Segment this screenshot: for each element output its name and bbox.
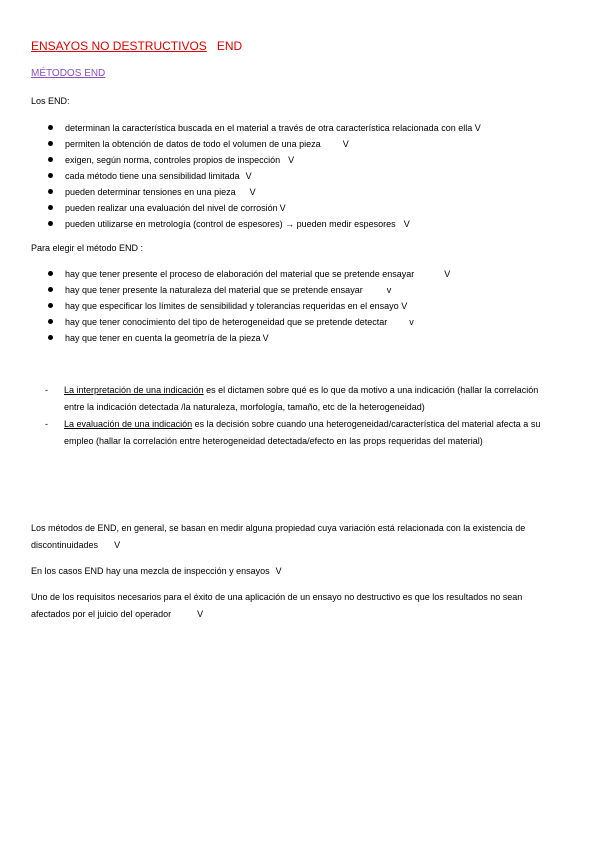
check-mark: V xyxy=(401,301,408,311)
list-item xyxy=(0,266,450,282)
bullet-icon xyxy=(48,173,53,178)
check-mark: V xyxy=(275,566,282,576)
check-mark: V xyxy=(249,187,256,197)
check-mark: V xyxy=(288,155,295,165)
check-mark: V xyxy=(474,123,481,133)
paragraph-text: En los casos END hay una mezcla de inspección y ensayos xyxy=(31,566,270,576)
list-item-text: determinan la característica buscada en el material a través de otra característica relacionada con ella xyxy=(65,123,473,133)
method-selection-list xyxy=(0,266,450,346)
definition-term: La evaluación de una indicación xyxy=(64,419,193,429)
bullet-icon xyxy=(48,221,53,226)
list-item-text: permiten la obtención de datos de todo el volumen de una pieza xyxy=(65,139,321,149)
intro-end: Los END: xyxy=(31,96,70,106)
paragraph-mix xyxy=(31,566,282,576)
check-mark: V xyxy=(444,269,451,279)
list-item xyxy=(0,168,481,184)
list-item-text: exigen, según norma, controles propios de inspección xyxy=(65,155,281,165)
title-suffix: END xyxy=(216,39,243,53)
check-mark: V xyxy=(245,171,252,181)
list-item-text: cada método tiene una sensibilidad limitada xyxy=(65,171,240,181)
list-item xyxy=(0,200,481,216)
list-item xyxy=(0,120,481,136)
list-item-text: hay que especificar los límites de sensibilidad y tolerancias requeridas en el ensayo xyxy=(65,301,399,311)
list-item-text: hay que tener en cuenta la geometría de la pieza xyxy=(65,333,261,343)
title-main: ENSAYOS NO DESTRUCTIVOS xyxy=(31,39,207,53)
paragraph-text: Los métodos de END, en general, se basan en medir alguna propiedad cuya variación está relacionada con la existencia de discontinuidades xyxy=(31,523,526,550)
paragraph-requirements xyxy=(31,589,561,623)
bullet-icon xyxy=(48,205,53,210)
definition-text: es la decisión sobre cuando una heterogeneidad/característica del material afecta a su empleo (hallar la correlación entre heterogeneidad detectada/efecto en las props requeridas del material) xyxy=(64,419,541,446)
paragraph-text: Uno de los requisitos necesarios para el éxito de una aplicación de un ensayo no destructivo es que los resultados no sean afectados por el juicio del operador xyxy=(31,592,523,619)
bullet-icon xyxy=(48,157,53,162)
check-mark: v xyxy=(409,317,414,327)
list-item xyxy=(0,282,450,298)
list-item xyxy=(0,298,450,314)
bullet-icon xyxy=(48,189,53,194)
bullet-icon xyxy=(48,271,53,276)
check-mark: V xyxy=(279,203,286,213)
list-item xyxy=(0,152,481,168)
check-mark: V xyxy=(262,333,269,343)
bullet-icon xyxy=(48,125,53,130)
list-item-text: pueden determinar tensiones en una pieza xyxy=(65,187,236,197)
check-mark: V xyxy=(197,609,204,619)
list-item xyxy=(0,136,481,152)
dash-marker: - xyxy=(45,385,48,395)
document-title xyxy=(31,39,242,53)
definition-item xyxy=(0,382,550,416)
list-item-text: hay que tener conocimiento del tipo de heterogeneidad que se pretende detectar xyxy=(65,317,388,327)
list-item-text: pueden utilizarse en metrología (control de espesores) → pueden medir espesores xyxy=(65,219,396,229)
section-heading: MÉTODOS END xyxy=(31,68,106,79)
list-item-text: pueden realizar una evaluación del nivel de corrosión xyxy=(65,203,278,213)
list-item xyxy=(0,184,481,200)
check-mark: V xyxy=(114,540,121,550)
list-item xyxy=(0,330,450,346)
check-mark: V xyxy=(403,219,410,229)
bullet-icon xyxy=(48,141,53,146)
end-properties-list xyxy=(0,120,481,232)
definition-term: La interpretación de una indicación xyxy=(64,385,204,395)
intro-choose-method: Para elegir el método END : xyxy=(31,243,144,253)
list-item-text: hay que tener presente la naturaleza del material que se pretende ensayar xyxy=(65,285,363,295)
list-item xyxy=(0,314,450,330)
definition-text: es el dictamen sobre qué es lo que da motivo a una indicación (hallar la correlación entre la indicación detectada /la naturaleza, morfología, tamaño, etc de la heterogeneidad) xyxy=(64,385,539,412)
bullet-icon xyxy=(48,335,53,340)
check-mark: V xyxy=(342,139,349,149)
bullet-icon xyxy=(48,303,53,308)
list-item-text: hay que tener presente el proceso de elaboración del material que se pretende ensayar xyxy=(65,269,415,279)
bullet-icon xyxy=(48,287,53,292)
definition-item xyxy=(0,416,550,450)
list-item xyxy=(0,216,481,232)
bullet-icon xyxy=(48,319,53,324)
definitions-list xyxy=(0,382,599,450)
check-mark: v xyxy=(386,285,392,295)
dash-marker: - xyxy=(45,419,48,429)
paragraph-methods xyxy=(31,520,561,554)
